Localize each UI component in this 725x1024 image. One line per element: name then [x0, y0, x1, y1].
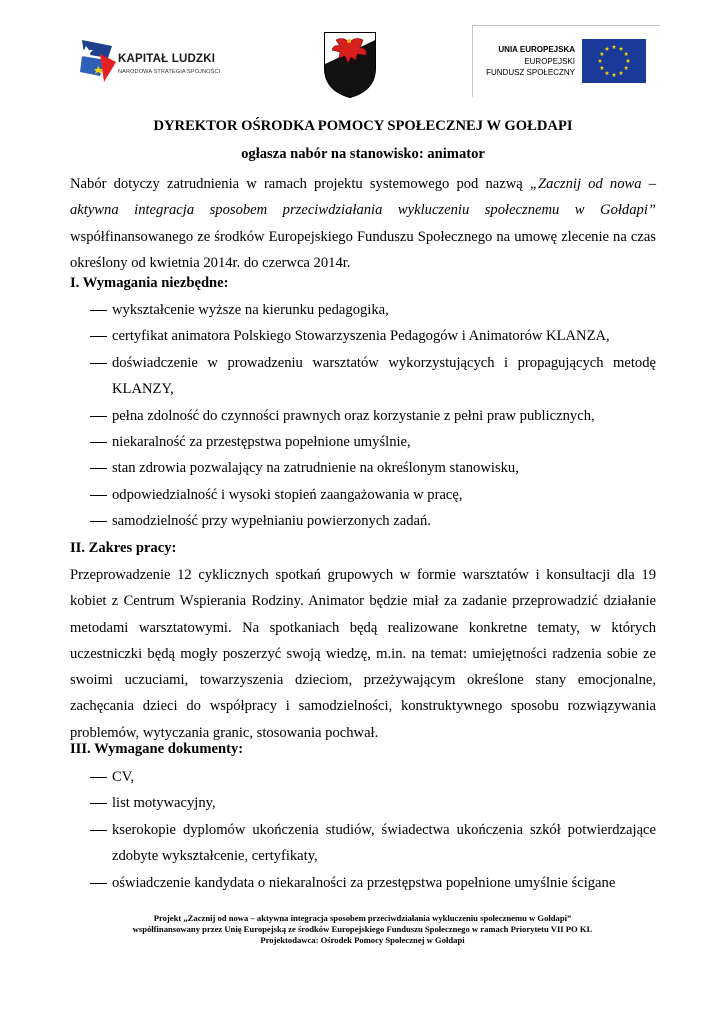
list-item-text: odpowiedzialność i wysoki stopień zaangażowania w pracę, — [112, 486, 463, 503]
dash-bullet — [90, 310, 107, 311]
intro-paragraph — [70, 171, 656, 276]
dash-bullet — [90, 830, 107, 831]
list-item-text: stan zdrowia pozwalający na zatrudnienie na określonym stanowisku, — [112, 460, 519, 477]
list-item — [70, 403, 656, 429]
list-item — [70, 508, 656, 534]
list-item — [70, 455, 656, 481]
section-heading-scope: II. Zakres pracy: — [70, 540, 177, 556]
dash-bullet — [90, 883, 107, 884]
footer-line-1: Projekt „Zacznij od nowa – aktywna integracja sposobem przeciwdziałania wykluczeniu społecznemu w Gołdapi” — [153, 913, 572, 923]
eu-line-3: FUNDUSZ SPOŁECZNY — [486, 68, 575, 77]
dash-bullet — [90, 495, 107, 496]
eu-social-fund-logo — [472, 25, 660, 97]
dash-bullet — [90, 363, 107, 364]
eu-line-1: UNIA EUROPEJSKA — [498, 45, 575, 54]
document-subtitle: ogłasza nabór na stanowisko: animator — [241, 146, 485, 162]
list-item-text: oświadczenie kandydata o niekaralności za przestępstwa popełnione umyślnie ścigane — [112, 874, 616, 891]
list-item — [70, 297, 656, 323]
kapital-ludzki-title: KAPITAŁ LUDZKI — [118, 53, 216, 65]
list-item — [70, 323, 656, 349]
section-heading-documents: III. Wymagane dokumenty: — [70, 741, 244, 757]
eu-flag-icon — [582, 39, 646, 83]
list-item-text: samodzielność przy wypełnianiu powierzonych zadań. — [112, 513, 431, 530]
list-item-text: list motywacyjny, — [112, 795, 216, 812]
list-item-text: CV, — [112, 769, 135, 785]
dash-bullet — [90, 416, 107, 417]
dash-bullet — [90, 442, 107, 443]
kapital-ludzki-icon — [78, 36, 118, 88]
dash-bullet — [90, 777, 107, 778]
section-heading-requirements: I. Wymagania niezbędne: — [70, 275, 229, 291]
eu-line-2: EUROPEJSKI — [524, 57, 575, 66]
document-title: DYREKTOR OŚRODKA POMOCY SPOŁECZNEJ W GOŁDAPI — [153, 118, 573, 134]
dash-bullet — [90, 803, 107, 804]
list-item-text: certyfikat animatora Polskiego Stowarzyszenia Pedagogów i Animatorów KLANZA, — [112, 328, 610, 345]
footer-line-3: Projektodawca: Ośrodek Pomocy Społecznej w Gołdapi — [260, 935, 465, 945]
dash-bullet — [90, 336, 107, 337]
footer-line-2: współfinansowany przez Unię Europejską ze środków Europejskiego Funduszu Społecznego w ramach Priorytetu VII PO KL — [132, 924, 593, 934]
list-item-text: kserokopie dyplomów ukończenia studiów, świadectwa ukończenia szkół potwierdzające zdobyte wykształcenie, certyfikaty, — [112, 821, 656, 865]
list-item — [70, 790, 656, 816]
project-name: „Zacznij od nowa – aktywna integracja sposobem przeciwdziałania wykluczeniu społecznemu w Gołdapi” — [70, 176, 656, 219]
scope-paragraph: Przeprowadzenie 12 cyklicznych spotkań grupowych w formie warsztatów i konsultacji dla 19 kobiet z Centrum Wspierania Rodziny. Animator będzie miał za zadanie przeprowadzić działanie metodami warsztatowymi. Na spotkaniach będą realizowane konkretne tematy, w których uczestniczki będą mogły poszerzyć swoją wiedzę, m.in. na temat: umiejętności radzenia sobie ze swoimi uczuciami, towarzyszenia dzieciom, przeżywającym określone stany emocjonalne, zachęcania dzieci do współpracy i samodzielności, konstruktywnego sposobu rozwiązywania problemów, wytyczania granic, stosowania pochwał. — [70, 567, 656, 741]
dash-bullet — [90, 468, 107, 469]
list-item-text: niekaralność za przestępstwa popełnione umyślnie, — [112, 434, 411, 451]
kapital-ludzki-logo — [78, 36, 238, 92]
list-item — [70, 429, 656, 455]
intro-text-after: współfinansowanego ze środków Europejskiego Funduszu Społecznego na umowę zlecenie na czas określony od kwietnia 2014r. do czerwca 2014r. — [70, 228, 656, 271]
list-item — [70, 870, 656, 896]
dash-bullet — [90, 521, 107, 522]
requirements-list — [70, 297, 656, 535]
list-item — [70, 482, 656, 508]
list-item — [70, 764, 656, 790]
page-footer — [0, 913, 725, 946]
list-item — [70, 350, 656, 403]
kapital-ludzki-subtitle: NARODOWA STRATEGIA SPÓJNOŚCI — [118, 69, 221, 75]
documents-list — [70, 764, 656, 896]
list-item-text: wykształcenie wyższe na kierunku pedagogika, — [112, 302, 389, 318]
intro-text-before: Nabór dotyczy zatrudnienia w ramach projektu systemowego pod nazwą — [70, 176, 530, 192]
coat-of-arms-icon — [322, 30, 378, 100]
list-item-text: pełna zdolność do czynności prawnych oraz korzystanie z pełni praw publicznych, — [112, 407, 595, 424]
list-item — [70, 817, 656, 870]
list-item-text: doświadczenie w prowadzeniu warsztatów wykorzystujących i propagujących metodę KLANZY, — [112, 354, 656, 398]
